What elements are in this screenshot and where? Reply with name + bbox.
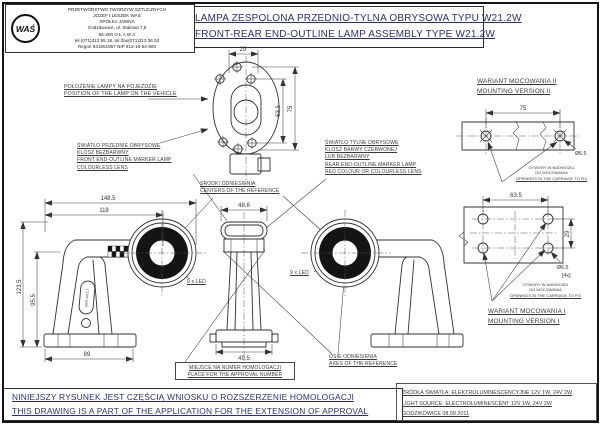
openings-line: OPENINGS IN THE CARRIAGE TO FIX [515, 175, 588, 181]
rear-lamp-label-line: REAR END-OUTLINE MARKER LAMP [325, 161, 417, 168]
centers-label-en: CENTERS OF THE REFERENCE [200, 188, 280, 195]
mounting2-heading-en: MOUNTING VERSION II [477, 87, 551, 95]
title-polish: LAMPA ZESPOLONA PRZEDNIO-TYLNA OBRYSOWA TYPU W21.2W [195, 12, 522, 24]
openings-label-mount2 [505, 165, 598, 181]
dim-mount2-spacing: 75 [519, 106, 527, 112]
openings-line: OPENINGS IN THE CARRIAGE TO FIX [509, 292, 582, 298]
front-lamp-label-line: COLOURLESS LENS [77, 164, 128, 171]
axes-label-pl: OSIE ODNIESIENIA [329, 354, 377, 360]
led-count-label-right [290, 270, 309, 277]
approval-label-en: PLACE FOR THE APPROVAL NUMBER [187, 372, 283, 379]
position-label-pl: POŁOŻENIE LAMPY NA POJEŹDZIE [64, 84, 157, 90]
rear-lamp-label-line: KLOSZ BARWY CZERWONEJ [325, 147, 398, 154]
dim-side-base-width: 89 [83, 352, 91, 358]
light-source-box [396, 383, 597, 421]
openings-label-mount1 [498, 282, 593, 298]
drawing-title-block [194, 6, 522, 48]
title-english: FRONT-REAR END-OUTLINE LAMP ASSEMBLY TYPE W21.2W [195, 29, 496, 40]
company-line: SPÓŁKA JAWNA [99, 19, 135, 25]
company-line: JÓZEF I LESZEK WAŚ [93, 13, 141, 19]
front-lamp-label-line: FRONT END-OUTLINE MARKER LAMP [77, 157, 172, 164]
mounting1-heading-en: MOUNTING VERSION I [488, 317, 560, 325]
position-label-en: POSITION OF THE LAMP ON THE VEHICLE [64, 91, 177, 98]
openings-line: DO MOCOWANIA [535, 170, 568, 176]
axes-label-en: AXES OF THE REFERENCE [329, 361, 398, 368]
dim-mount1-spacing-h: 63.5 [510, 193, 522, 199]
dim-top-height: 75 [288, 105, 294, 113]
left-lamp-side-view [17, 196, 208, 362]
company-line: Godzikowice, ul. Stalowa 7,9 [87, 25, 147, 31]
dim-mount1-hole-dia: Ø6.5 [557, 265, 569, 271]
led-count-label-left [187, 279, 206, 286]
openings-line: OTWORY W NADWOZIU [522, 282, 569, 287]
dim-mount2-hole-dia: Ø6.5 [575, 151, 587, 157]
dim-side-inner-width: 118 [99, 208, 109, 214]
rear-lamp-label-line: ŚWIATŁO TYLNE OBRYSOWE [325, 140, 399, 146]
light-source-pl: ŹRÓDŁA ŚWIATŁA: ELEKTROLUMINESCENCYJNE 12V 1W, 24V 2W [402, 390, 573, 396]
company-info-block [5, 4, 195, 53]
mounting2-heading-pl: WARIANT MOCOWANIA II [477, 78, 557, 85]
rear-lamp-label [325, 140, 422, 176]
mounting1-heading-pl: WARIANT MOCOWANIA I [488, 308, 566, 315]
dim-top-width: 29 [239, 47, 247, 53]
screw-holes [214, 61, 258, 155]
company-line: Regon 931951967 NIP 912-18-54-900 [77, 43, 157, 49]
was-logo: WAŚ [11, 14, 40, 43]
front-lamp-label-line: KLOSZ BEZBARWNY [77, 150, 129, 157]
rear-lamp-label-line: RED COLOUR OR COLOURLESS LENS [325, 168, 422, 175]
led-count-right-text: 9 x LED [290, 270, 309, 276]
dim-mount1-spacing-v: 29 [565, 230, 571, 238]
brand-mark-text: WAŚ W21.2 [84, 288, 90, 308]
led-count-left-text: 9 x LED [187, 279, 206, 285]
lamp-top-view [160, 47, 299, 184]
light-source-en: LIGHT SOURCE: ELECTROLUMINESCENT 12V 1W, 24V 2W [402, 400, 552, 407]
approval-note-en: THIS DRAWING IS A PART OF THE APPLICATION FOR THE EXTENSION OF APPROVAL [12, 405, 369, 416]
front-lamp-label-line: ŚWIATŁO PRZEDNIE OBRYSOWE [77, 143, 161, 149]
approval-number-box [175, 362, 295, 380]
dim-side-total-height: 123.5 [17, 279, 23, 295]
company-line: PRZETWÓRSTWO TWORZYW SZTUCZNYCH [68, 7, 166, 13]
dim-side-inner-height: 95.5 [31, 294, 37, 306]
company-address [40, 7, 194, 50]
dim-top-hole-span: 63.5 [276, 105, 282, 117]
position-label [64, 84, 177, 98]
openings-line: DO MOCOWANIA [529, 287, 562, 293]
axes-of-reference-label [329, 354, 397, 368]
right-lamp-side-view [301, 210, 463, 347]
dim-front-head-width: 48.6 [238, 203, 250, 209]
approval-label-pl: MIEJSCE NA NUMER HOMOLOGACJI [189, 365, 281, 371]
place-and-date: GODZIKOWICE 08.09.2011 [402, 411, 470, 417]
mounting-version-1-heading [488, 307, 566, 326]
centers-label-pl: ŚRODKI ODNIESIENIA [200, 181, 256, 187]
dim-front-base-width: 49.5 [238, 356, 250, 362]
approval-note-pl: NINIEJSZY RYSUNEK JEST CZĘŚCIĄ WNIOSKU O ROZSZERZENIE HOMOLOGACJI [12, 392, 354, 403]
openings-line: OTWORY W NADWOZIU [528, 165, 575, 170]
approval-note-box [3, 388, 403, 421]
front-lamp-label [77, 143, 172, 172]
centers-of-reference-label [200, 181, 279, 195]
dim-mount1-hole-count: [4x] [562, 273, 571, 279]
dim-side-total-width: 148.5 [100, 196, 116, 202]
mounting-version-2-heading [477, 77, 556, 96]
company-line: tel.(071)313 95 18, tel./fax(071)313 36 52 [74, 37, 160, 43]
rear-lamp-label-line: LUB BEZBARWNY [325, 154, 370, 161]
company-line: 55-200 O Ł A W A [98, 31, 136, 37]
